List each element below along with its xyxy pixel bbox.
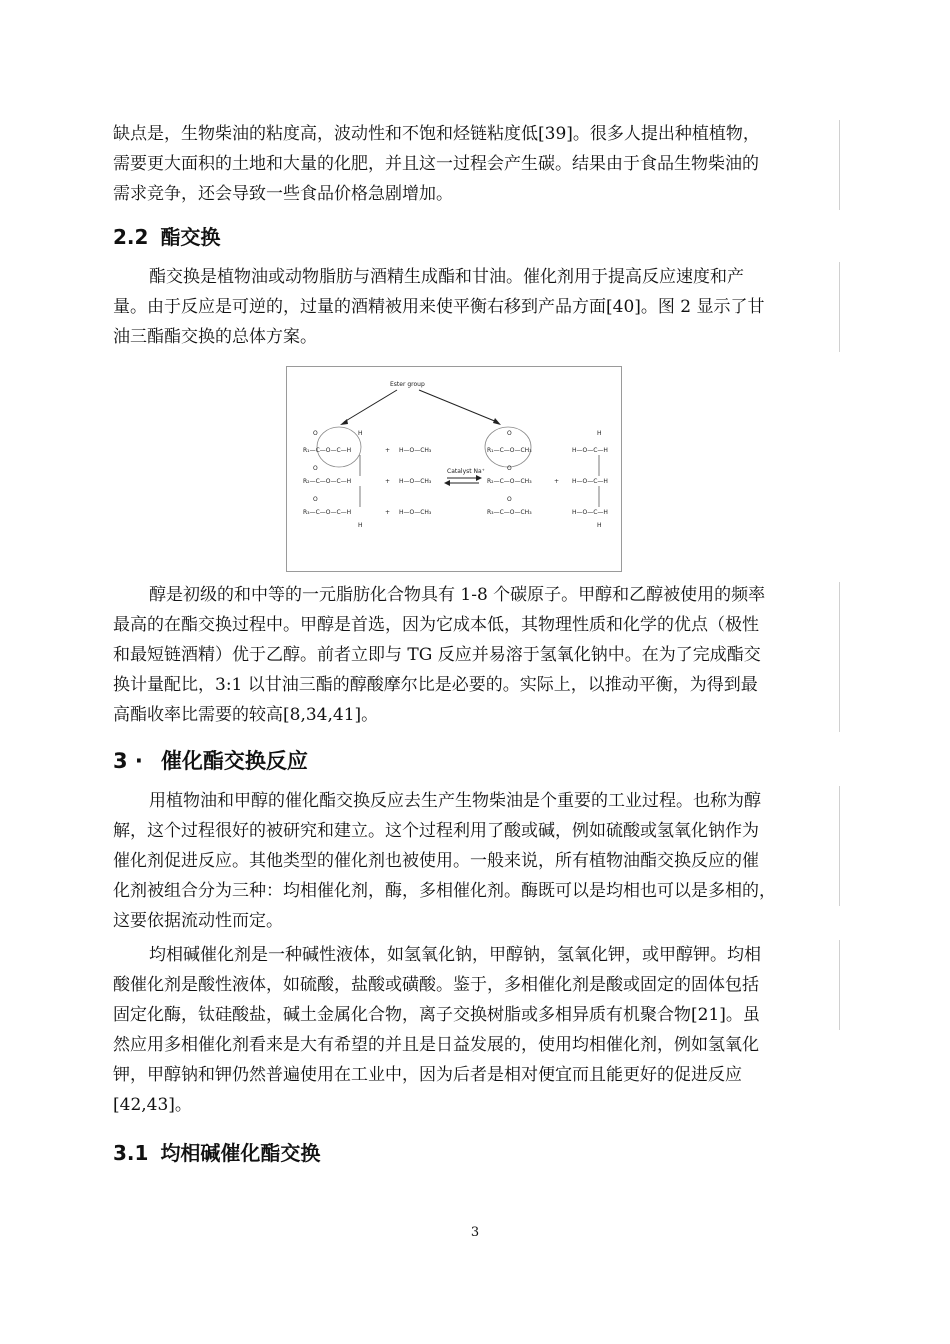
atom-o: O xyxy=(313,465,318,472)
paragraph-alcohols xyxy=(113,580,840,730)
text-line: 高酯收率比需要的较高[8,34,41]。 xyxy=(113,705,379,725)
section-heading-3-1 xyxy=(113,1137,320,1166)
methanol-3: H—O—CH₃ xyxy=(399,509,432,516)
text-line: 解，这个过程很好的被研究和建立。这个过程利用了酸或碱，例如硫酸或氢氧化钠作为 xyxy=(113,821,759,841)
text-line: 化剂被组合分为三种：均相催化剂，酶，多相催化剂。酶既可以是均相也可以是多相的， xyxy=(113,881,776,901)
plus-sign: + xyxy=(385,509,391,516)
atom-o: O xyxy=(313,496,318,503)
triglyceride-row-3: R₃—C—O—C—H xyxy=(303,509,352,516)
glycerol-row-2: H—O—C—H xyxy=(572,478,608,485)
text-line: 然应用多相催化剂看来是大有希望的并且是日益发展的，使用均相催化剂，例如氢氧化 xyxy=(113,1035,759,1055)
glycerol-row-3: H—O—C—H xyxy=(572,509,608,516)
paragraph-transesterification xyxy=(113,262,840,352)
text-line: 油三酯酯交换的总体方案。 xyxy=(113,327,317,347)
text-line: 和最短链酒精）优于乙醇。前者立即与 TG 反应并易溶于氢氧化钠中。在为了完成酯交 xyxy=(113,645,761,665)
triglyceride-row-2: R₂—C—O—C—H xyxy=(303,478,352,485)
plus-sign: + xyxy=(385,447,391,454)
methanol-1: H—O—CH₃ xyxy=(399,447,432,454)
text-line: 缺点是，生物柴油的粘度高，波动性和不饱和烃链粘度低[39]。很多人提出种植植物， xyxy=(113,124,760,144)
text-line: 酯交换是植物油或动物脂肪与酒精生成酯和甘油。催化剂用于提高反应速度和产 xyxy=(149,267,744,287)
methanol-2: H—O—CH₃ xyxy=(399,478,432,485)
ester-row-3: R₃—C—O—CH₃ xyxy=(487,509,532,516)
catalyst-label: Catalyst Na⁺ xyxy=(447,468,485,475)
section-number: 3 · xyxy=(113,749,143,773)
text-line: 酸催化剂是酸性液体，如硫酸，盐酸或磺酸。鉴于，多相催化剂是酸或固定的固体包括 xyxy=(113,975,759,995)
atom-o: O xyxy=(507,465,512,472)
section-number: 2.2 xyxy=(113,225,149,249)
section-number: 3.1 xyxy=(113,1141,149,1165)
text-line: 最高的在酯交换过程中。甲醇是首选，因为它成本低，其物理性质和化学的优点（极性 xyxy=(113,615,759,635)
reaction-scheme-figure xyxy=(286,366,622,572)
text-line: 钾，甲醇钠和钾仍然普遍使用在工业中，因为后者是相对便宜而且能更好的促进反应 xyxy=(113,1065,742,1085)
text-line: 换计量配比，3:1 以甘油三酯的醇酸摩尔比是必要的。实际上，以推动平衡，为得到最 xyxy=(113,675,758,695)
text-line: 醇是初级的和中等的一元脂肪化合物具有 1-8 个碳原子。甲醇和乙醇被使用的频率 xyxy=(149,585,766,605)
paragraph-homogeneous xyxy=(113,940,840,1120)
section-heading-2-2 xyxy=(113,221,220,250)
text-line: 量。由于反应是可逆的，过量的酒精被用来使平衡右移到产品方面[40]。图 2 显示了甘 xyxy=(113,297,765,317)
text-line: [42,43]。 xyxy=(113,1095,192,1115)
ester-group-label: Ester group xyxy=(390,381,425,388)
page-number: 3 xyxy=(470,1225,480,1240)
text-line: 均相碱催化剂是一种碱性液体，如氢氧化钠，甲醇钠，氢氧化钾，或甲醇钾。均相 xyxy=(149,945,761,965)
atom-o: O xyxy=(507,496,512,503)
atom-h: H xyxy=(358,522,363,529)
text-line: 用植物油和甲醇的催化酯交换反应去生产生物柴油是个重要的工业过程。也称为醇 xyxy=(149,791,761,811)
ester-row-1: R₁—C—O—CH₃ xyxy=(487,447,532,454)
paragraph-intro xyxy=(113,119,840,209)
plus-sign: + xyxy=(554,478,560,485)
ester-row-2: R₂—C—O—CH₃ xyxy=(487,478,532,485)
atom-h: H xyxy=(597,430,602,437)
atom-o: O xyxy=(507,430,512,437)
atom-o: O xyxy=(313,430,318,437)
text-line: 催化剂促进反应。其他类型的催化剂也被使用。一般来说，所有植物油酯交换反应的催 xyxy=(113,851,759,871)
section-title: 均相碱催化酯交换 xyxy=(160,1141,321,1165)
text-line: 需要更大面积的土地和大量的化肥，并且这一过程会产生碳。结果由于食品生物柴油的 xyxy=(113,154,759,174)
glycerol-row-1: H—O—C—H xyxy=(572,447,608,454)
plus-sign: + xyxy=(385,478,391,485)
section-title: 酯交换 xyxy=(160,225,221,249)
section-heading-3 xyxy=(113,745,308,775)
text-line: 这要依据流动性而定。 xyxy=(113,911,283,931)
triglyceride-row-1: R₁—C—O—C—H xyxy=(303,447,352,454)
text-line: 需求竞争，还会导致一些食品价格急剧增加。 xyxy=(113,184,453,204)
section-title: 催化酯交换反应 xyxy=(160,749,308,773)
reaction-scheme-diagram xyxy=(287,367,621,571)
text-line: 固定化酶，钛硅酸盐，碱土金属化合物，离子交换树脂或多相异质有机聚合物[21]。虽 xyxy=(113,1005,760,1025)
atom-h: H xyxy=(597,522,602,529)
paragraph-catalytic xyxy=(113,786,840,936)
atom-h: H xyxy=(358,430,363,437)
